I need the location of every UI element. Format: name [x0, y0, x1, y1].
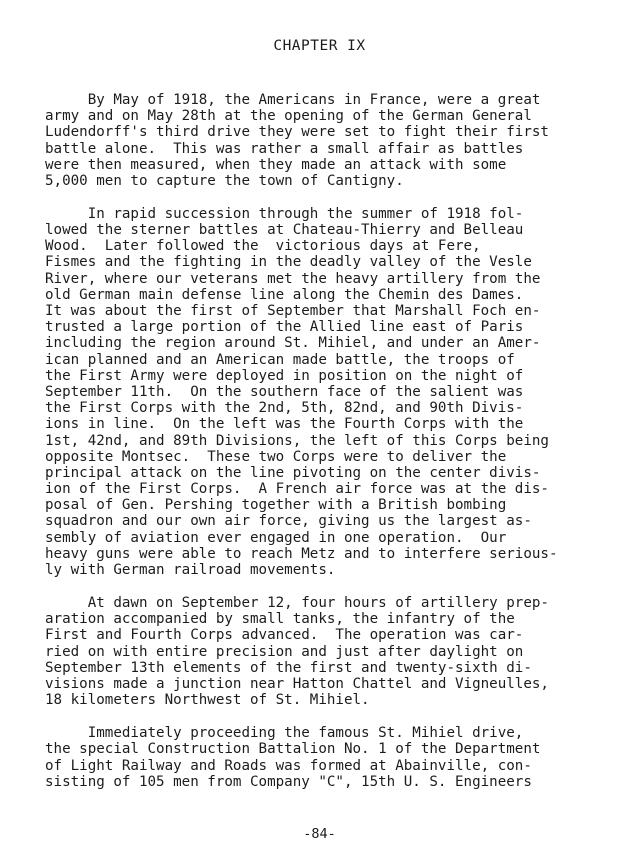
- text-line: Fismes and the fighting in the deadly valley of the Vesle: [45, 254, 532, 271]
- text-line: the special Construction Battalion No. 1 of the Department: [45, 741, 541, 758]
- text-line: sisting of 105 men from Company "C", 15th U. S. Engineers: [45, 773, 532, 790]
- text-line: September 13th elements of the first and twenty-sixth di-: [45, 659, 532, 676]
- paragraph: [45, 206, 625, 578]
- text-line: old German main defense line along the Chemin des Dames.: [45, 286, 524, 303]
- text-line: At dawn on September 12, four hours of artillery prep-: [45, 595, 549, 612]
- text-line: visions made a junction near Hatton Chattel and Vigneulles,: [45, 675, 549, 692]
- paragraph: [45, 725, 625, 790]
- text-line: squadron and our own air force, giving us the largest as-: [45, 513, 532, 530]
- text-line: Immediately proceeding the famous St. Mihiel drive,: [45, 725, 524, 742]
- text-line: opposite Montsec. These two Corps were to deliver the: [45, 448, 507, 465]
- text-line: By May of 1918, the Americans in France, were a great: [45, 92, 541, 108]
- text-line: 18 kilometers Northwest of St. Mihiel.: [45, 692, 370, 709]
- text-line: heavy guns were able to reach Metz and to interfere serious-: [45, 545, 558, 562]
- text-line: In rapid succession through the summer of 1918 fol-: [45, 205, 524, 222]
- paragraph: [45, 595, 625, 708]
- text-line: September 11th. On the southern face of the salient was: [45, 383, 524, 400]
- paragraph: [45, 92, 625, 189]
- text-line: First and Fourth Corps advanced. The operation was car-: [45, 627, 524, 644]
- text-line: 5,000 men to capture the town of Cantigny.: [45, 172, 404, 189]
- text-line: ion of the First Corps. A French air force was at the dis-: [45, 481, 549, 498]
- page-number: -84-: [303, 826, 336, 842]
- text-line: aration accompanied by small tanks, the infantry of the: [45, 611, 515, 628]
- text-line: the First Army were deployed in position on the night of: [45, 367, 524, 384]
- text-line: lowed the sterner battles at Chateau-Thierry and Belleau: [45, 222, 524, 239]
- text-line: of Light Railway and Roads was formed at Abainville, con-: [45, 757, 532, 774]
- text-line: the First Corps with the 2nd, 5th, 82nd, and 90th Divis-: [45, 400, 524, 417]
- text-line: sembly of aviation ever engaged in one operation. Our: [45, 529, 507, 546]
- text-line: ican planned and an American made battle, the troops of: [45, 351, 515, 368]
- text-line: River, where our veterans met the heavy artillery from the: [45, 270, 541, 287]
- text-line: It was about the first of September that Marshall Foch en-: [45, 303, 541, 320]
- text-line: principal attack on the line pivoting on the center divis-: [45, 464, 541, 481]
- text-line: battle alone. This was rather a small affair as battles: [45, 140, 524, 157]
- chapter-title: CHAPTER IX: [273, 38, 366, 54]
- text-line: army and on May 28th at the opening of the German General: [45, 108, 532, 125]
- text-line: 1st, 42nd, and 89th Divisions, the left of this Corps being: [45, 432, 549, 449]
- text-line: ly with German railroad movements.: [45, 562, 336, 579]
- text-line: trusted a large portion of the Allied line east of Paris: [45, 319, 524, 336]
- text-line: ions in line. On the left was the Fourth Corps with the: [45, 416, 524, 433]
- text-line: including the region around St. Mihiel, and under an Amer-: [45, 335, 541, 352]
- text-line: Ludendorff's third drive they were set to fight their first: [45, 124, 549, 141]
- text-line: were then measured, when they made an attack with some: [45, 156, 507, 173]
- text-line: posal of Gen. Pershing together with a British bombing: [45, 497, 507, 514]
- text-line: Wood. Later followed the victorious days at Fere,: [45, 238, 481, 255]
- text-line: ried on with entire precision and just after daylight on: [45, 643, 524, 660]
- body-text: [45, 92, 625, 807]
